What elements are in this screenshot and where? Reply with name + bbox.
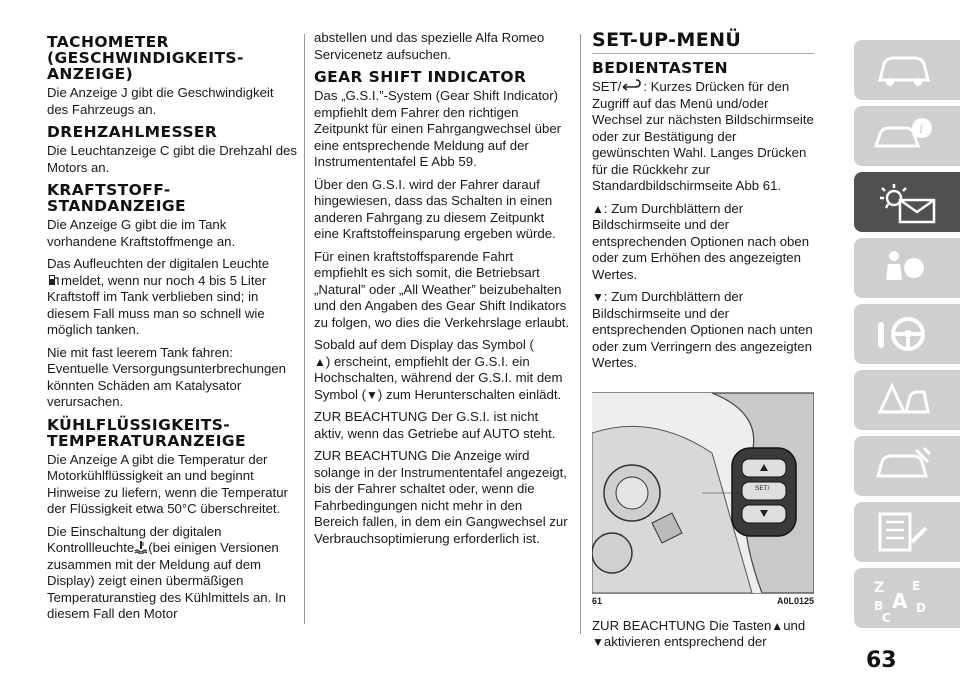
text-kraftstoff-2a: Das Aufleuchten der digitalen Leuchte [47, 256, 270, 271]
text-note-buttons-a: ZUR BEACHTUNG Die Tasten [592, 617, 772, 633]
heading-kraftstoff: KRAFTSTOFF-STANDANZEIGE [47, 181, 187, 215]
svg-text:E: E [912, 579, 921, 593]
text-kuehl-2a: Die Einschaltung der digitalen Kontrollleuchte [47, 523, 222, 555]
svg-text:D: D [916, 601, 926, 615]
triangle-down-icon: ▼ [366, 387, 378, 402]
tab-driving[interactable] [854, 304, 960, 364]
steering-wheel-icon [872, 314, 934, 354]
heading-setup-menu: SET-UP-MENÜ [592, 30, 814, 54]
figure-caption [592, 596, 814, 612]
svg-text:Z: Z [874, 580, 885, 596]
car-info-icon [872, 116, 934, 156]
text-down [592, 289, 814, 372]
figure-code: A0L0125 [776, 595, 814, 606]
svg-text:A: A [892, 589, 908, 613]
svg-text:B: B [874, 599, 884, 613]
warning-light-icon [872, 182, 942, 226]
steering-buttons-illustration [592, 393, 814, 593]
text-up-body: : Zum Durchblättern der Bildschirmseite und der entsprechenden Optionen nach oben oder zum Erhöhen des angezeigten Wertes. [592, 200, 810, 282]
tab-emergency[interactable] [854, 370, 960, 430]
triangle-down-icon: ▼ [592, 290, 604, 304]
figure-set-label: SET/ [755, 484, 770, 492]
tab-info[interactable] [854, 106, 960, 166]
text-set-b: : Kurzes Drücken für den Zugriff auf das Menü und/oder Wechsel zur nächsten Bildschirmseite oder zur Bestätigung der gewünschten Wahl. Langes Drücken für die Rückkehr zur Standardbildschirmseite Abb 61. [592, 79, 814, 193]
text-gsi-2: Über den G.S.I. wird der Fahrer darauf hingewiesen, dass das Schalten in einen anderen Fahrgang zu diesem Zeitpunkt eine Kraftstoffeinsparung ergeben würde. [314, 176, 556, 241]
text-set [592, 79, 814, 195]
text-drehzahlmesser: Die Leuchtanzeige C gibt die Drehzahl des Motors an. [47, 143, 297, 175]
heading-drehzahlmesser: DREHZAHLMESSER [47, 123, 218, 141]
text-note-buttons [592, 618, 814, 651]
heading-kuehlfluessigkeit: KÜHLFLÜSSIGKEITS-TEMPERATURANZEIGE [47, 415, 247, 450]
tab-maintenance[interactable] [854, 436, 960, 496]
tab-technical-data[interactable] [854, 502, 960, 562]
column-divider [580, 34, 581, 634]
page-number: 63 [866, 648, 897, 673]
triangle-up-icon: ▲ [771, 618, 784, 633]
text-kraftstoff-1: Die Anzeige G gibt die im Tank vorhandene Kraftstoffmenge an. [47, 217, 236, 249]
svg-text:C: C [882, 611, 891, 622]
heading-tachometer: TACHOMETER (GESCHWINDIGKEITS-ANZEIGE) [47, 33, 244, 83]
checklist-icon [872, 512, 934, 552]
text-set-a: SET/ [592, 79, 622, 94]
triangle-up-icon: ▲ [592, 201, 604, 216]
triangle-up-icon: ▲ [314, 354, 326, 369]
tab-index[interactable] [854, 568, 960, 628]
text-gsi-3: Für einen kraftstoffsparende Fahrt empfiehlt es sich somit, die Betriebsart „Natural” oder „All Weather” beizubehalten und den Angaben des Gear Shift Indikators zu folgen, wo dies die Verkehrslage erlaubt. [314, 248, 570, 330]
column-middle [314, 30, 570, 553]
fuel-pump-icon [47, 273, 61, 287]
text-up [592, 201, 814, 284]
alphabet-index-icon [872, 578, 934, 622]
airbag-icon [872, 248, 934, 288]
text-gsi-4a: Sobald auf dem Display das Symbol ( [314, 337, 534, 352]
tab-instruments-active[interactable] [854, 172, 960, 232]
text-note-buttons-c: aktivieren entsprechend der [603, 634, 767, 649]
triangle-down-icon: ▼ [592, 635, 604, 649]
text-gsi-4b: ) erscheint, empfiehlt der G.S.I. ein Hochschalten, während der G.S.I. mit dem Symbol ( [314, 353, 563, 402]
column-divider [304, 34, 305, 624]
text-down-body: : Zum Durchblättern der Bildschirmseite und der entsprechenden Optionen nach unten oder zum Verringern des angezeigten Wertes. [592, 289, 813, 370]
tab-car-overview[interactable] [854, 40, 960, 100]
text-kuehl-2b: (bei einigen Versionen zusammen mit der Meldung auf dem Display) zeigt einen übermäßigen Temperaturanstieg des Kühlmittels an. In diesem Fall den Motor [47, 540, 286, 621]
text-note-1: ZUR BEACHTUNG Der G.S.I. ist nicht aktiv, wenn das Getriebe auf AUTO steht. [314, 409, 556, 441]
coolant-temperature-icon [134, 540, 148, 554]
column-right [592, 30, 814, 657]
text-kuehl-2 [47, 524, 297, 623]
text-gsi-4c: ) zum Herunterschalten einlädt. [377, 386, 562, 402]
text-note-2: ZUR BEACHTUNG Die Anzeige wird solange in der Instrumententafel angezeigt, bis der Fahrer schaltet oder, wenn die Fahrbedingungen nicht mehr in den Bereich fallen, in dem ein Gangwechsel zur Verbrauchsoptimierung erforderlich ist. [314, 448, 568, 546]
return-arrow-icon [621, 79, 643, 93]
text-gsi-1: Das „G.S.I.”-System (Gear Shift Indicator) empfiehlt dem Fahrer den richtigen Zeitpunkt für einen Fahrgangwechsel über eine entsprechende Meldung auf der Instrumententafel E Abb 59. [314, 88, 562, 169]
tab-safety[interactable] [854, 238, 960, 298]
warning-triangle-icon [872, 380, 934, 420]
svg-text:i: i [919, 122, 924, 137]
chapter-tabs [854, 40, 960, 640]
heading-bedientasten: BEDIENTASTEN [592, 59, 729, 77]
text-kraftstoff-3: Nie mit fast leerem Tank fahren: Eventuelle Versorgungsunterbrechungen könnten Schäden am Katalysator verursachen. [47, 344, 287, 409]
figure-number: 61 [592, 595, 603, 606]
text-kraftstoff-2b: meldet, wenn nur noch 4 bis 5 Liter Kraftstoff im Tank verblieben sind; in diesem Fall muss man so schnell wie möglich tanken. [47, 272, 267, 337]
figure-steering-buttons [592, 392, 814, 594]
text-kuehl-1: Die Anzeige A gibt die Temperatur der Motorkühlflüssigkeit an und beginnt Hinweise zu liefern, wenn die Temperatur der Flüssigkeit etwa 50°C überschreitet. [47, 451, 288, 516]
car-service-icon [872, 446, 934, 486]
car-front-icon [872, 50, 934, 90]
text-gsi-4 [314, 337, 570, 403]
text-tachometer: Die Anzeige J gibt die Geschwindigkeit des Fahrzeugs an. [47, 85, 274, 117]
text-continued: abstellen und das spezielle Alfa Romeo Servicenetz aufsuchen. [314, 30, 545, 62]
heading-gear-shift-indicator: GEAR SHIFT INDICATOR [314, 68, 527, 86]
column-left [47, 30, 297, 629]
text-kraftstoff-2 [47, 256, 297, 339]
text-note-buttons-b: und [783, 617, 806, 633]
